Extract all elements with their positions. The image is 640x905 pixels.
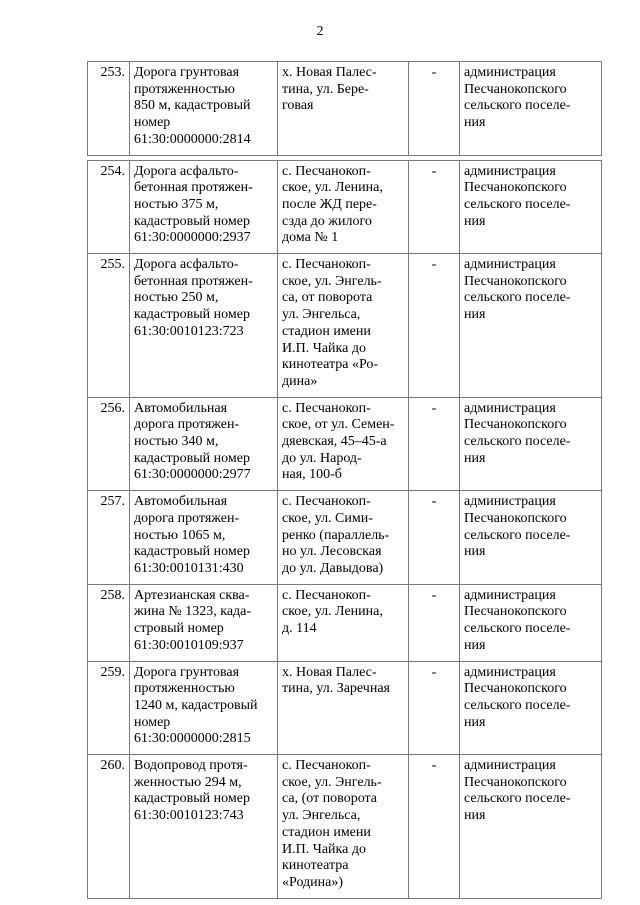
owner: администрация Песчанокопского сельского поселе- ния [460,254,602,398]
object-address: с. Песчанокоп- ское, ул. Ленина, д. 114 [278,584,409,661]
owner: администрация Песчанокопского сельского поселе- ния [460,62,602,156]
property-registry-table [87,61,602,899]
object-address: с. Песчанокоп- ское, ул. Сими- ренко (параллель- но ул. Лесовская до ул. Давыдова) [278,491,409,585]
table-row [88,491,602,585]
object-name: Дорога грунтовая протяженностью 1240 м, кадастровый номер 61:30:0000000:2815 [130,661,278,755]
object-address: х. Новая Палес- тина, ул. Бере- говая [278,62,409,156]
empty-value: - [409,160,460,254]
object-name: Дорога грунтовая протяженностью 850 м, кадастровый номер 61:30:0000000:2814 [130,62,278,156]
row-number: 257. [88,491,130,585]
object-name: Автомобильная дорога протяжен- ностью 340 м, кадастровый номер 61:30:0000000:2977 [130,397,278,491]
empty-value: - [409,755,460,899]
empty-value: - [409,491,460,585]
row-number: 255. [88,254,130,398]
empty-value: - [409,254,460,398]
table-row [88,254,602,398]
object-address: с. Песчанокоп- ское, ул. Ленина, после ЖД пере- сзда до жилого дома № 1 [278,160,409,254]
owner: администрация Песчанокопского сельского поселе- ния [460,491,602,585]
object-name: Водопровод протя- женностью 294 м, кадастровый номер 61:30:0010123:743 [130,755,278,899]
row-number: 259. [88,661,130,755]
owner: администрация Песчанокопского сельского поселе- ния [460,584,602,661]
empty-value: - [409,661,460,755]
table-row [88,584,602,661]
object-address: с. Песчанокоп- ское, ул. Энгель- са, от поворота ул. Энгельса, стадион имени И.П. Чайка до кинотеатра «Ро- дина» [278,254,409,398]
owner: администрация Песчанокопского сельского поселе- ния [460,160,602,254]
row-number: 253. [88,62,130,156]
object-address: х. Новая Палес- тина, ул. Заречная [278,661,409,755]
page-number: 2 [316,24,324,39]
table-row [88,397,602,491]
table-row [88,661,602,755]
object-address: с. Песчанокоп- ское, ул. Энгель- са, (от поворота ул. Энгельса, стадион имени И.П. Чайка до кинотеатра «Родина») [278,755,409,899]
empty-value: - [409,62,460,156]
empty-value: - [409,584,460,661]
table-row [88,160,602,254]
row-number: 258. [88,584,130,661]
owner: администрация Песчанокопского сельского поселе- ния [460,755,602,899]
row-number: 256. [88,397,130,491]
owner: администрация Песчанокопского сельского поселе- ния [460,397,602,491]
row-number: 260. [88,755,130,899]
row-number: 254. [88,160,130,254]
table-row [88,62,602,156]
object-name: Артезианская сква- жина № 1323, када- стровый номер 61:30:0010109:937 [130,584,278,661]
object-name: Автомобильная дорога протяжен- ностью 1065 м, кадастровый номер 61:30:0010131:430 [130,491,278,585]
object-name: Дорога асфальто- бетонная протяжен- ностью 250 м, кадастровый номер 61:30:0010123:723 [130,254,278,398]
owner: администрация Песчанокопского сельского поселе- ния [460,661,602,755]
empty-value: - [409,397,460,491]
object-name: Дорога асфальто- бетонная протяжен- ностью 375 м, кадастровый номер 61:30:0000000:2937 [130,160,278,254]
table-row [88,755,602,899]
object-address: с. Песчанокоп- ское, от ул. Семен- дяевская, 45–45-а до ул. Народ- ная, 100-б [278,397,409,491]
